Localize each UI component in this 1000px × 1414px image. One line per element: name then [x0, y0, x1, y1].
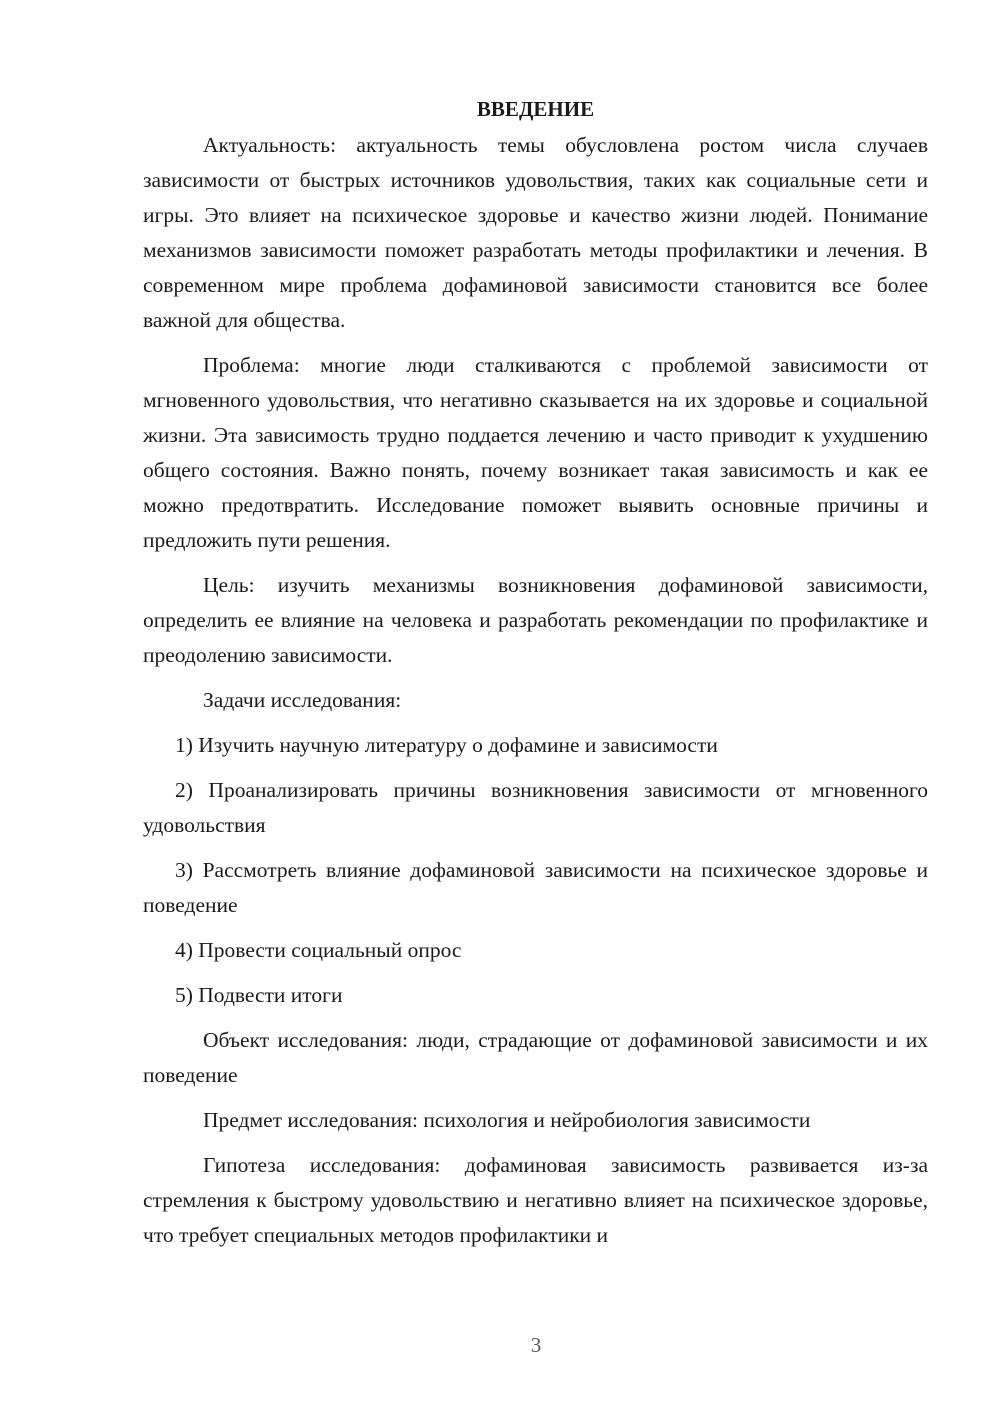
tasks-heading: Задачи исследования: [203, 688, 402, 712]
section-title: ВВЕДЕНИЕ [476, 97, 595, 121]
subject-paragraph: Предмет исследования: психология и нейробиология зависимости [203, 1108, 811, 1132]
task-item-3: 3) Рассмотреть влияние дофаминовой зависимости на психическое здоровье и поведение [143, 858, 928, 917]
document-page [143, 92, 928, 1263]
page-number: 3 [530, 1333, 542, 1357]
problem-paragraph: Проблема: многие люди сталкиваются с проблемой зависимости от мгновенного удовольствия, что негативно сказывается на их здоровье и социальной жизни. Эта зависимость трудно поддается лечению и часто приводит к ухудшению общего состояния. Важно понять, почему возникает такая зависимость и как ее можно предотвратить. Исследование поможет выявить основные причины и предложить пути решения. [143, 353, 928, 552]
task-item-4: 4) Провести социальный опрос [175, 938, 462, 962]
task-item-5: 5) Подвести итоги [175, 983, 343, 1007]
hypothesis-paragraph: Гипотеза исследования: дофаминовая зависимость развивается из-за стремления к быстрому удовольствию и негативно влияет на психическое здоровье, что требует специальных методов профилактики и [143, 1153, 928, 1247]
task-item-2: 2) Проанализировать причины возникновения зависимости от мгновенного удовольствия [143, 778, 928, 837]
object-paragraph: Объект исследования: люди, страдающие от дофаминовой зависимости и их поведение [143, 1028, 928, 1087]
relevance-paragraph: Актуальность: актуальность темы обусловлена ростом числа случаев зависимости от быстрых источников удовольствия, таких как социальные сети и игры. Это влияет на психическое здоровье и качество жизни людей. Понимание механизмов зависимости поможет разработать методы профилактики и лечения. В современном мире проблема дофаминовой зависимости становится все более важной для общества. [143, 133, 928, 332]
goal-paragraph: Цель: изучить механизмы возникновения дофаминовой зависимости, определить ее влияние на человека и разработать рекомендации по профилактике и преодолению зависимости. [143, 573, 928, 667]
task-item-1: 1) Изучить научную литературу о дофамине и зависимости [175, 733, 718, 757]
